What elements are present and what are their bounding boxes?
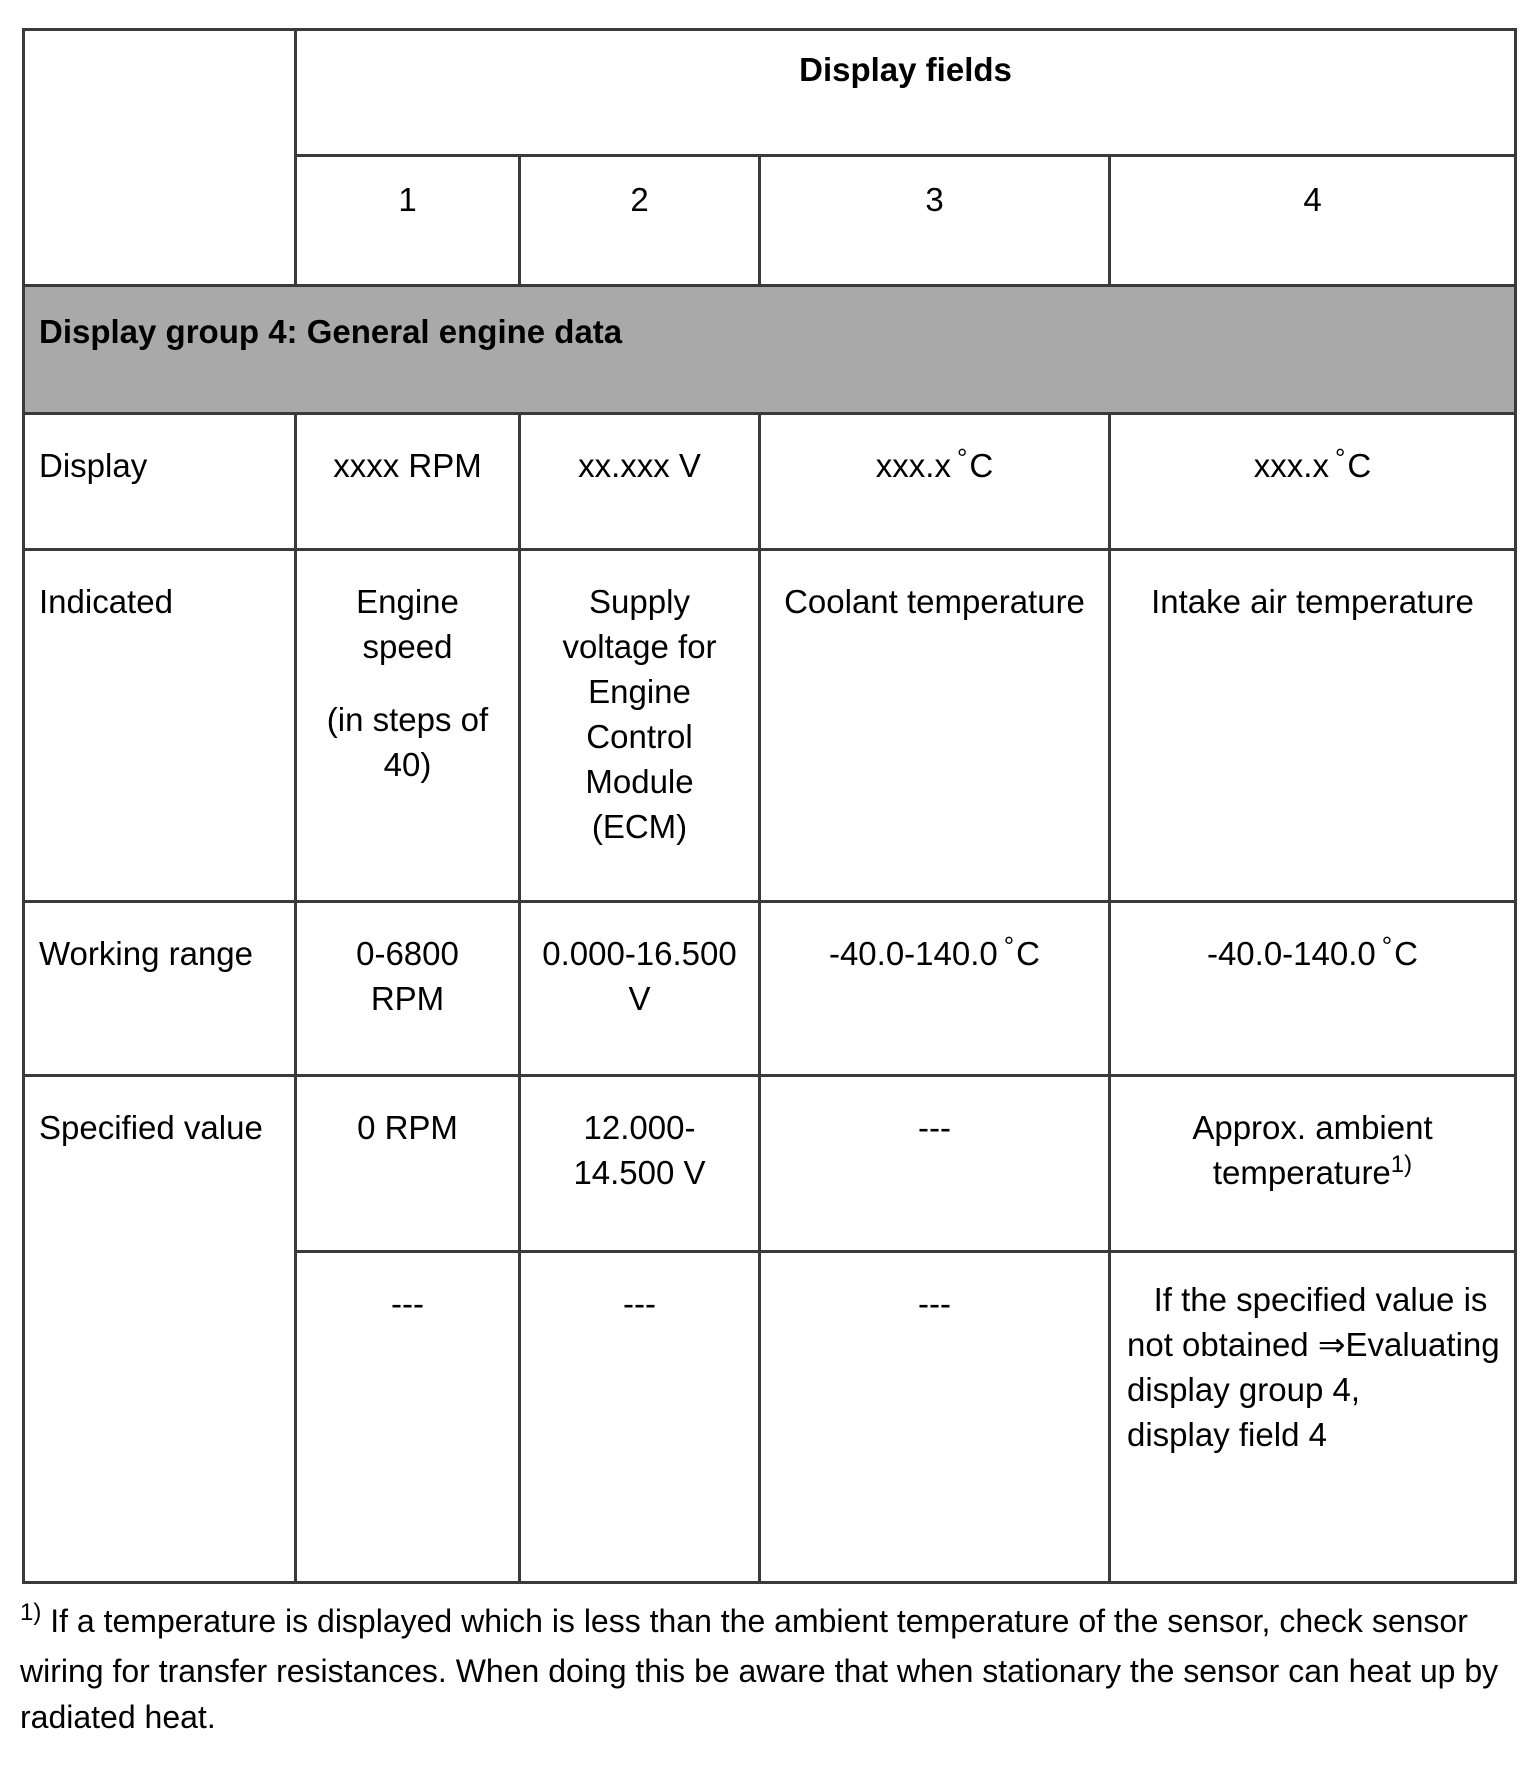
row-label-indicated: Indicated <box>24 550 296 902</box>
field-number-1: 1 <box>296 156 520 286</box>
indicated-field-2 <box>520 550 760 902</box>
evaluation-field-4-line4: display field 4 <box>1127 1416 1327 1453</box>
indicated-field-1-line1: Engine <box>356 583 459 620</box>
working-range-field-2-line2: V <box>628 980 651 1017</box>
evaluation-field-4-line2 <box>1127 1322 1514 1367</box>
row-label-display: Display <box>24 414 296 550</box>
evaluation-field-4-text: not obtained <box>1127 1326 1309 1363</box>
evaluation-field-4 <box>1110 1252 1516 1583</box>
working-range-field-4-value: -40.0-140.0 <box>1206 935 1376 972</box>
working-range-field-3 <box>760 902 1110 1076</box>
indicated-field-2-line: Engine <box>588 673 691 710</box>
footnote <box>20 1598 1510 1740</box>
display-field-3-value: xxx.x <box>875 447 951 484</box>
specified-field-4-line2 <box>1111 1150 1514 1199</box>
degree-symbol: ° <box>1334 443 1346 473</box>
working-range-field-4 <box>1110 902 1516 1076</box>
table-row-display <box>24 414 1516 550</box>
footnote-marker: 1) <box>20 1599 42 1626</box>
table-row-indicated <box>24 550 1516 902</box>
specified-field-4 <box>1110 1076 1516 1252</box>
working-range-field-1 <box>296 902 520 1076</box>
row-label-specified-value: Specified value <box>24 1076 296 1583</box>
evaluation-field-2: --- <box>520 1252 760 1583</box>
field-number-4: 4 <box>1110 156 1516 286</box>
evaluation-link[interactable]: Evaluating <box>1345 1326 1500 1363</box>
evaluation-field-1: --- <box>296 1252 520 1583</box>
table-row-working-range <box>24 902 1516 1076</box>
working-range-field-1-line1: 0-6800 <box>356 935 459 972</box>
working-range-field-3-unit: C <box>1016 935 1041 972</box>
indicated-field-2-line: Supply <box>589 583 690 620</box>
display-field-4-value: xxx.x <box>1253 447 1329 484</box>
indicated-field-4: Intake air temperature <box>1110 550 1516 902</box>
arrow-right-icon: ⇒ <box>1317 1326 1346 1363</box>
working-range-field-2 <box>520 902 760 1076</box>
display-group-title: Display group 4: General engine data <box>24 286 1516 414</box>
footnote-text: If a temperature is displayed which is less than the ambient temperature of the sensor, check sensor wiring for transfer resistances. When doing this be aware that when stationary the sensor can heat up by radiated heat. <box>20 1603 1499 1735</box>
specified-field-2-line2: 14.500 V <box>573 1154 706 1191</box>
display-group-table <box>22 28 1517 1584</box>
table-row-specified-value <box>24 1076 1516 1252</box>
specified-field-4-text: temperature <box>1212 1154 1391 1191</box>
display-field-4-unit: C <box>1347 447 1372 484</box>
evaluation-field-4-line1: If the specified value is <box>1153 1281 1488 1318</box>
indicated-field-3: Coolant temperature <box>760 550 1110 902</box>
indicated-field-1 <box>296 550 520 902</box>
specified-field-2 <box>520 1076 760 1252</box>
specified-field-2-line1: 12.000- <box>583 1109 696 1146</box>
working-range-field-3-value: -40.0-140.0 <box>828 935 998 972</box>
evaluation-field-3: --- <box>760 1252 1110 1583</box>
display-fields-heading: Display fields <box>296 30 1516 156</box>
degree-symbol: ° <box>1003 931 1015 961</box>
indicated-field-2-line: (ECM) <box>591 808 688 845</box>
display-field-1: xxxx RPM <box>296 414 520 550</box>
specified-field-4-line1: Approx. ambient <box>1192 1109 1433 1146</box>
indicated-field-1-note1: (in steps of <box>326 701 489 738</box>
indicated-field-1-note2: 40) <box>383 746 432 783</box>
evaluation-field-4-line3: display group 4, <box>1127 1371 1360 1408</box>
working-range-field-2-line1: 0.000-16.500 <box>542 935 737 972</box>
indicated-field-1-line2: speed <box>362 628 453 665</box>
field-number-3: 3 <box>760 156 1110 286</box>
specified-field-1: 0 RPM <box>296 1076 520 1252</box>
row-label-working-range: Working range <box>24 902 296 1076</box>
display-field-3-unit: C <box>969 447 994 484</box>
specified-field-3: --- <box>760 1076 1110 1252</box>
degree-symbol: ° <box>1381 931 1393 961</box>
footnote-reference: 1) <box>1390 1151 1413 1178</box>
working-range-field-4-unit: C <box>1394 935 1419 972</box>
display-field-2: xx.xxx V <box>520 414 760 550</box>
indicated-field-2-line: Module <box>585 763 694 800</box>
degree-symbol: ° <box>956 443 968 473</box>
field-number-2: 2 <box>520 156 760 286</box>
indicated-field-2-line: Control <box>586 718 693 755</box>
display-field-3 <box>760 414 1110 550</box>
header-corner-cell <box>24 30 296 286</box>
working-range-field-1-line2: RPM <box>370 980 445 1017</box>
indicated-field-2-line: voltage for <box>562 628 717 665</box>
display-field-4 <box>1110 414 1516 550</box>
